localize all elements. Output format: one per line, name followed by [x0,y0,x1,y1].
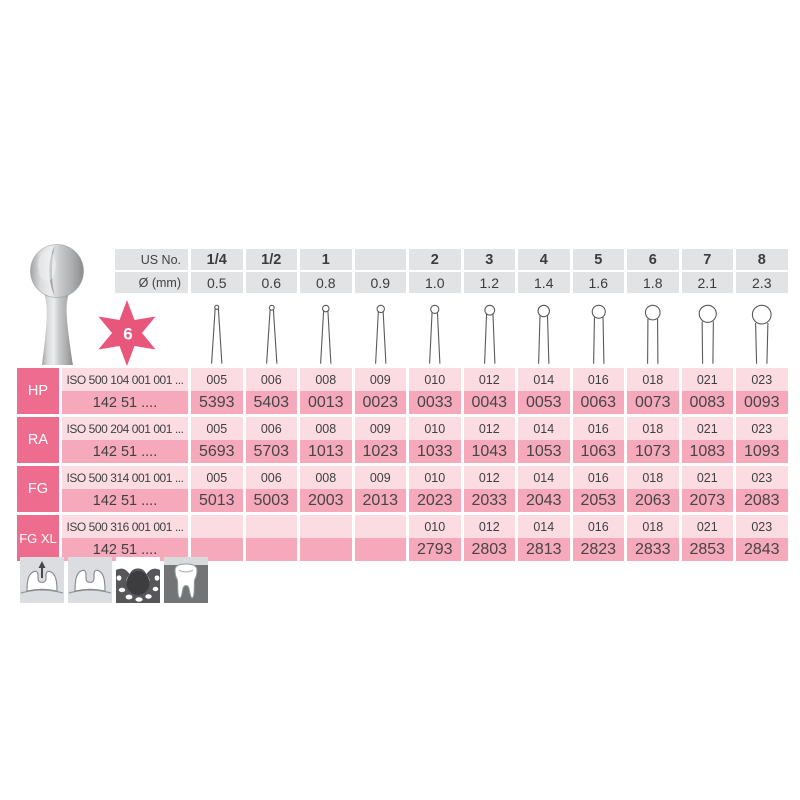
order-row [62,440,788,463]
round-bur-photo [17,243,99,367]
iso-code-cell: 005 [191,466,243,489]
cavity-shape-icon [68,557,112,603]
iso-code-cell: 012 [464,368,516,391]
application-icons-row [20,557,208,603]
order-number-prefix: 142 51 .... [62,440,188,463]
us-no-value: 2 [409,249,461,270]
table-row-group-hp [17,368,788,414]
order-code-cell: 2803 [464,538,516,561]
iso-code-cell: 009 [355,368,407,391]
order-code-cell: 1023 [355,440,407,463]
iso-code-cell: 005 [191,417,243,440]
iso-code-cell: 012 [464,417,516,440]
us-no-row [115,249,788,270]
iso-row [62,466,788,489]
diameter-value: 1.6 [573,272,625,293]
order-code-cell: 2033 [464,489,516,512]
diameter-value: 1.8 [627,272,679,293]
order-code-cell: 2053 [573,489,625,512]
iso-code-cell: 010 [409,466,461,489]
iso-code-cell: 021 [682,515,734,538]
iso-code-cell: 010 [409,368,461,391]
order-code-cell: 2003 [300,489,352,512]
iso-code-cell: 016 [573,417,625,440]
order-code-cell: 0043 [464,391,516,414]
bur-silhouette [355,302,407,365]
iso-code-cell: 016 [573,515,625,538]
us-no-value: 1/4 [191,249,243,270]
order-code-cell: 2073 [682,489,734,512]
iso-code-cell: 014 [518,466,570,489]
table-row-group-fg-xl [17,515,788,561]
iso-code-cell: 021 [682,368,734,391]
row-group-cells [62,368,788,414]
iso-code-cell: 009 [355,417,407,440]
row-label: FG XL [17,515,59,561]
row-label: HP [17,368,59,414]
iso-code-cell: 021 [682,417,734,440]
us-no-label: US No. [115,249,188,270]
iso-code-cell: 006 [246,466,298,489]
order-code-cell: 5703 [246,440,298,463]
iso-code-cell: 005 [191,368,243,391]
molar-tooth-icon [164,557,208,603]
order-code-cell: 1013 [300,440,352,463]
iso-code-cell: 018 [627,466,679,489]
blade-count-value: 6 [123,324,133,344]
iso-code-cell [355,515,407,538]
iso-code-cell: 023 [736,515,788,538]
us-no-value: 5 [573,249,625,270]
iso-code-cell: 021 [682,466,734,489]
blade-count-star [93,298,163,370]
iso-code-cell: 008 [300,417,352,440]
order-code-cell: 0083 [682,391,734,414]
us-no-value: 6 [627,249,679,270]
order-code-cell: 1033 [409,440,461,463]
diameter-label: Ø (mm) [115,272,188,293]
iso-code-cell: 009 [355,466,407,489]
iso-code-cell [246,515,298,538]
iso-code-cell: 023 [736,368,788,391]
iso-code-cell: 006 [246,368,298,391]
order-code-cell: 1043 [464,440,516,463]
order-code-cell: 0063 [573,391,625,414]
us-no-value [355,249,407,270]
order-code-cell: 2823 [573,538,625,561]
bur-neck [42,293,73,365]
iso-code-cell: 018 [627,417,679,440]
diameter-value: 2.1 [682,272,734,293]
bur-silhouette [518,302,570,365]
order-row [62,391,788,414]
order-code-cell: 0013 [300,391,352,414]
order-code-cell [246,538,298,561]
diameter-row [115,272,788,293]
table-row-group-fg [17,466,788,512]
us-no-value: 1 [300,249,352,270]
us-no-value: 7 [682,249,734,270]
diameter-value: 2.3 [736,272,788,293]
iso-code-cell: 010 [409,515,461,538]
diameter-value: 1.4 [518,272,570,293]
bur-silhouette-row [191,302,788,365]
cavity-prep-direction-icon [20,557,64,603]
iso-number-prefix: ISO 500 314 001 001 ... [62,466,188,489]
iso-code-cell: 014 [518,515,570,538]
row-label: RA [17,417,59,463]
us-no-value: 8 [736,249,788,270]
iso-number-prefix: ISO 500 204 001 001 ... [62,417,188,440]
order-row [62,489,788,512]
bur-silhouette [191,302,243,365]
order-code-cell: 2023 [409,489,461,512]
order-code-cell: 1083 [682,440,734,463]
iso-code-cell: 023 [736,466,788,489]
iso-code-cell: 008 [300,368,352,391]
iso-code-cell: 023 [736,417,788,440]
iso-number-prefix: ISO 500 316 001 001 ... [62,515,188,538]
bur-silhouette [300,302,352,365]
bur-silhouette [464,302,516,365]
iso-code-cell: 012 [464,515,516,538]
order-number-prefix: 142 51 .... [62,538,188,561]
row-group-cells [62,466,788,512]
us-no-value: 1/2 [246,249,298,270]
order-code-cell: 1063 [573,440,625,463]
iso-code-cell: 014 [518,417,570,440]
order-code-cell: 2793 [409,538,461,561]
row-label: FG [17,466,59,512]
iso-code-cell: 016 [573,368,625,391]
iso-code-cell [191,515,243,538]
order-code-cell: 5393 [191,391,243,414]
order-code-cell: 1073 [627,440,679,463]
order-code-cell: 5003 [246,489,298,512]
iso-code-cell: 018 [627,515,679,538]
diameter-value: 0.5 [191,272,243,293]
order-code-cell: 5013 [191,489,243,512]
bur-silhouette [573,302,625,365]
iso-code-cell: 006 [246,417,298,440]
bur-silhouette [736,302,788,365]
order-code-cell: 2043 [518,489,570,512]
bur-silhouette [246,302,298,365]
excavation-icon [116,557,160,603]
diameter-value: 1.2 [464,272,516,293]
iso-code-cell: 016 [573,466,625,489]
order-code-cell: 0023 [355,391,407,414]
iso-code-cell: 018 [627,368,679,391]
order-code-cell: 1093 [736,440,788,463]
order-code-cell: 1053 [518,440,570,463]
order-code-cell: 2833 [627,538,679,561]
table-row-group-ra [17,417,788,463]
iso-code-cell: 014 [518,368,570,391]
iso-row [62,515,788,538]
order-code-cell: 2853 [682,538,734,561]
order-code-cell: 2013 [355,489,407,512]
iso-code-cell: 008 [300,466,352,489]
order-number-prefix: 142 51 .... [62,391,188,414]
bur-silhouette [409,302,461,365]
order-number-prefix: 142 51 .... [62,489,188,512]
iso-row [62,368,788,391]
diameter-value: 0.8 [300,272,352,293]
order-code-cell: 5403 [246,391,298,414]
order-code-cell: 2813 [518,538,570,561]
bur-silhouette [682,302,734,365]
row-group-cells [62,515,788,561]
iso-code-cell: 010 [409,417,461,440]
order-code-cell [300,538,352,561]
diameter-value: 0.6 [246,272,298,293]
us-no-value: 3 [464,249,516,270]
order-code-cell: 0073 [627,391,679,414]
iso-row [62,417,788,440]
order-code-cell: 0093 [736,391,788,414]
row-group-cells [62,417,788,463]
order-code-cell: 0053 [518,391,570,414]
order-code-cell: 2083 [736,489,788,512]
iso-number-prefix: ISO 500 104 001 001 ... [62,368,188,391]
order-code-cell: 0033 [409,391,461,414]
order-code-cell: 2843 [736,538,788,561]
order-code-cell [355,538,407,561]
order-code-cell: 2063 [627,489,679,512]
us-no-value: 4 [518,249,570,270]
iso-code-cell: 012 [464,466,516,489]
iso-code-cell [300,515,352,538]
bur-silhouette [627,302,679,365]
order-code-cell: 5693 [191,440,243,463]
bur-ball-head [31,245,84,298]
diameter-value: 1.0 [409,272,461,293]
diameter-value: 0.9 [355,272,407,293]
